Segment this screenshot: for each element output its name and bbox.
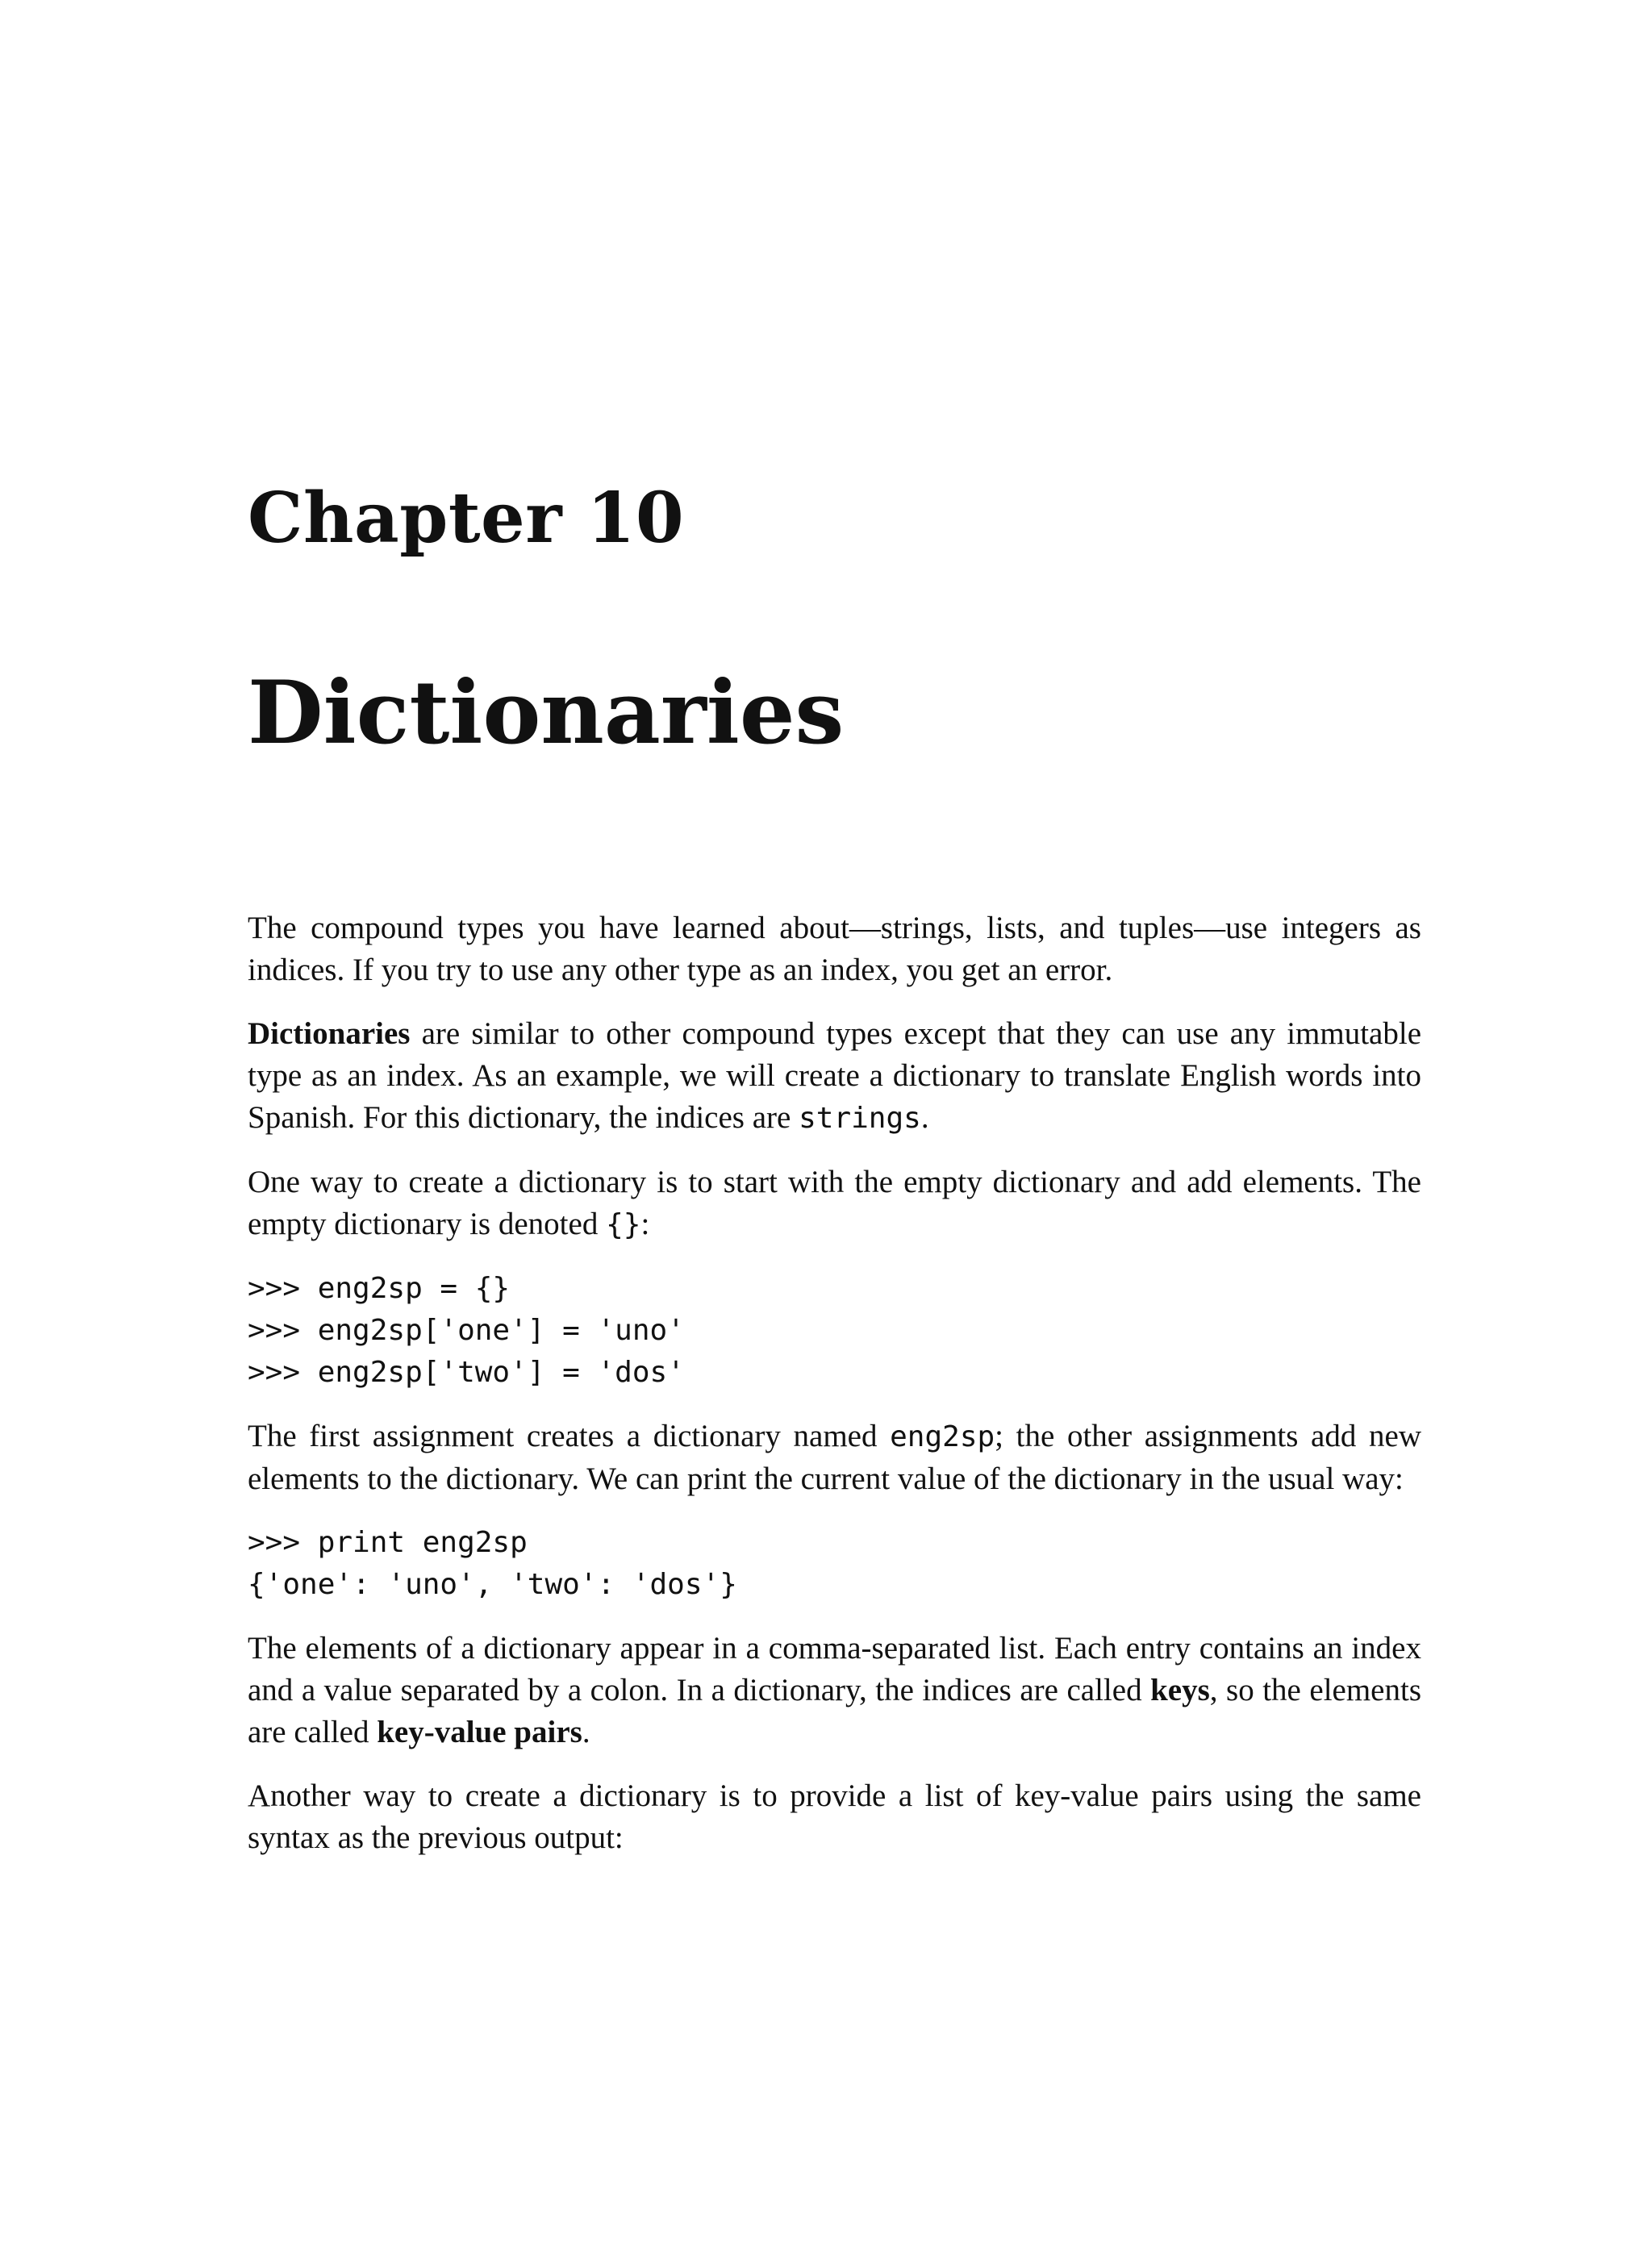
term-keys: keys [1150, 1673, 1210, 1707]
code-line: >>> print eng2sp [248, 1526, 528, 1559]
paragraph-text-mid: , so the elements are called [248, 1673, 1421, 1749]
paragraph-dictionaries-definition [248, 1013, 1421, 1140]
inline-code-strings: strings [799, 1102, 921, 1135]
paragraph-intro: The compound types you have learned about—strings, lists, and tuples—use integers as indices. If you try to use any other type as an index, you get an error. [248, 911, 1421, 987]
paragraph-end: . [582, 1715, 590, 1749]
code-block-print [248, 1522, 1421, 1606]
paragraph-empty-dictionary [248, 1161, 1421, 1246]
term-key-value-pairs: key-value pairs [377, 1715, 582, 1749]
paragraph-end: ; the other assignments add new elements to the dictionary. We can print the current value of the dictionary in the usual way: [248, 1419, 1421, 1496]
paragraph-text: The elements of a dictionary appear in a comma-separated list. Each entry contains an index and a value separated by a colon. In a dictionary, the indices are called [248, 1631, 1421, 1707]
paragraph-key-value-pairs [248, 1628, 1421, 1753]
paragraph-text: are similar to other compound types except that they can use any immutable type as an index. As an example, we will create a dictionary to translate English words into Spanish. For this dictionary, the indices are [248, 1016, 1421, 1135]
inline-code-eng2sp: eng2sp [890, 1420, 995, 1453]
code-block-assignments [248, 1268, 1421, 1394]
paragraph-text: The first assignment creates a dictionary named [248, 1419, 891, 1453]
code-line: >>> eng2sp = {} [248, 1272, 511, 1305]
paragraph-assignments [248, 1416, 1421, 1500]
inline-code-empty-dict: {} [606, 1208, 641, 1241]
term-dictionaries: Dictionaries [248, 1016, 411, 1051]
chapter-body [248, 907, 1421, 1881]
paragraph-another-way: Another way to create a dictionary is to provide a list of key-value pairs using the same syntax as the previous output: [248, 1778, 1421, 1855]
paragraph-end: . [920, 1100, 929, 1135]
code-line: {'one': 'uno', 'two': 'dos'} [248, 1568, 737, 1601]
code-line: >>> eng2sp['one'] = 'uno' [248, 1314, 685, 1347]
paragraph-end: : [640, 1207, 650, 1241]
paragraph-text: One way to create a dictionary is to start with the empty dictionary and add elements. The empty dictionary is denoted [248, 1165, 1421, 1241]
chapter-label: Chapter 10 [248, 477, 685, 559]
code-line: >>> eng2sp['two'] = 'dos' [248, 1356, 685, 1389]
chapter-title: Dictionaries [248, 662, 845, 764]
